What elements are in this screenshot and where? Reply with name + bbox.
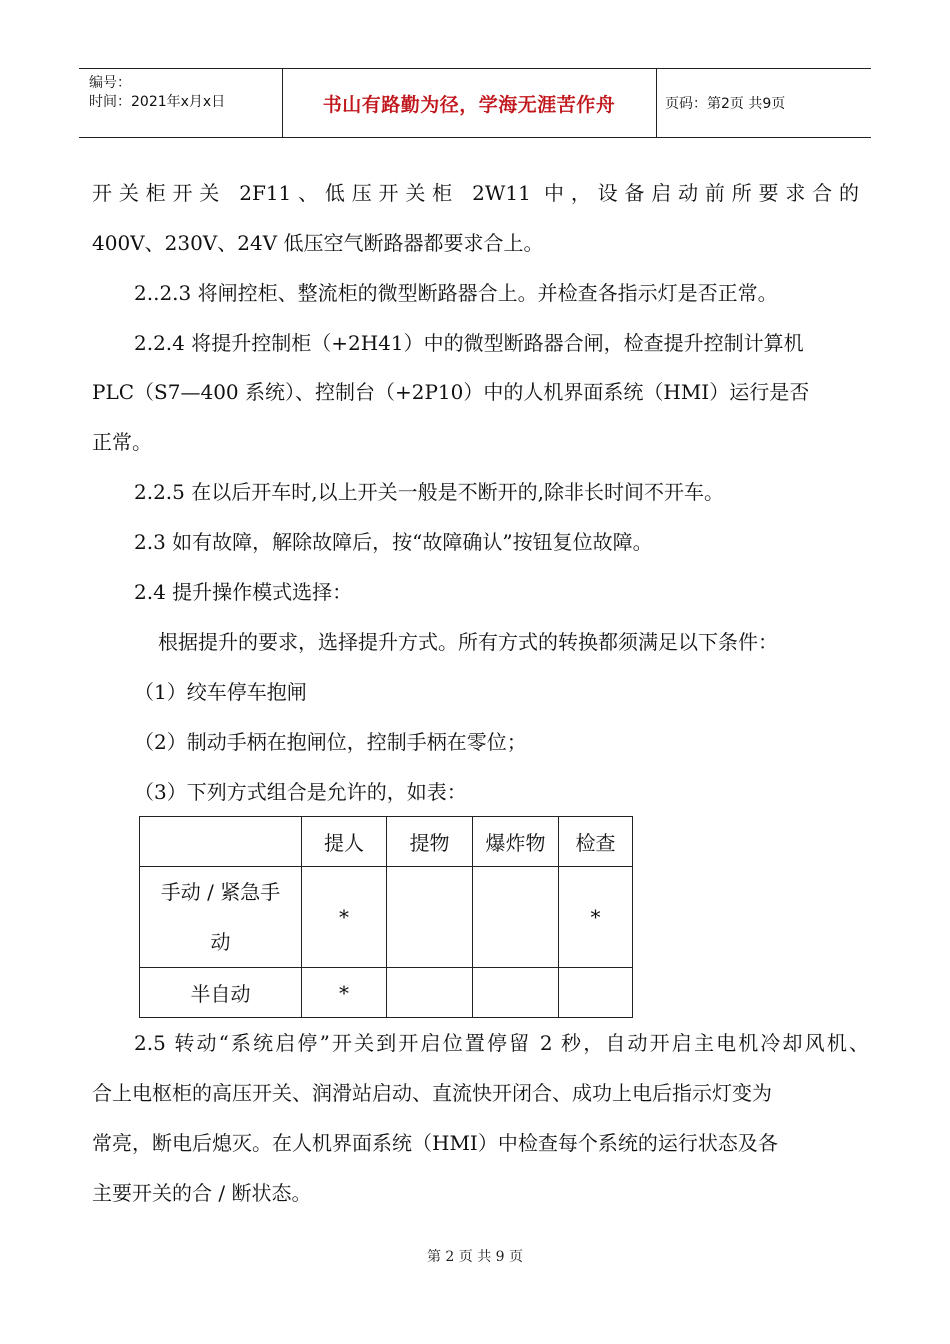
table-row-label-line: 动 bbox=[210, 930, 231, 954]
body-line-7: 2.2.5 在以后开车时,以上开关一般是不断开的,除非长时间不开车。 bbox=[134, 480, 724, 504]
body-line-17: 主要开关的合 / 断状态。 bbox=[92, 1181, 312, 1205]
document-number-label: 编号： bbox=[89, 75, 131, 91]
body-line-3: 2..2.3 将闸控柜、整流柜的微型断路器合上。并检查各指示灯是否正常。 bbox=[134, 281, 778, 305]
body-line-16: 常亮，断电后熄灭。在人机界面系统（HMI）中检查每个系统的运行状态及各 bbox=[92, 1131, 778, 1155]
table-header-cell: 爆炸物 bbox=[473, 817, 559, 867]
header-meta-cell bbox=[79, 69, 283, 137]
table-header-row bbox=[140, 817, 633, 867]
document-time-label: 时间：2021年x月x日 bbox=[89, 94, 226, 110]
page-footer: 第 2 页 共 9 页 bbox=[426, 1249, 524, 1265]
operation-mode-table bbox=[139, 816, 633, 1018]
body-line-4: 2.2.4 将提升控制柜（+2H41）中的微型断路器合闸，检查提升控制计算机 bbox=[134, 331, 804, 355]
body-line-1: 开关柜开关 2F11、低压开关柜 2W11 中，设备启动前所要求合的 bbox=[92, 181, 859, 205]
table-header-cell: 提物 bbox=[387, 817, 473, 867]
table-row-label bbox=[140, 867, 302, 968]
table-cell bbox=[559, 968, 633, 1018]
table-row-label: 半自动 bbox=[140, 968, 302, 1018]
table-header-cell bbox=[140, 817, 302, 867]
table-cell bbox=[387, 968, 473, 1018]
table-cell bbox=[473, 968, 559, 1018]
header-motto-cell bbox=[282, 69, 657, 137]
page-header bbox=[79, 68, 871, 138]
body-line-8: 2.3 如有故障，解除故障后，按“故障确认”按钮复位故障。 bbox=[134, 530, 653, 554]
table-header-cell: 检查 bbox=[559, 817, 633, 867]
body-line-12: （2）制动手柄在抱闸位，控制手柄在零位； bbox=[134, 730, 527, 754]
table-row-label-line: 手动 / 紧急手 bbox=[160, 880, 281, 904]
table-cell: * bbox=[302, 968, 387, 1018]
body-line-15: 合上电枢柜的高压开关、润滑站启动、直流快开闭合、成功上电后指示灯变为 bbox=[92, 1081, 772, 1105]
body-line-14: 2.5 转动“系统启停”开关到开启位置停留 2 秒，自动开启主电机冷却风机、 bbox=[134, 1031, 869, 1055]
header-page-info: 页码：第2页 共9页 bbox=[665, 96, 786, 112]
table-cell: * bbox=[302, 867, 387, 968]
body-line-2: 400V、230V、24V 低压空气断路器都要求合上。 bbox=[92, 231, 544, 255]
table-row bbox=[140, 968, 633, 1018]
body-line-9: 2.4 提升操作模式选择： bbox=[134, 580, 353, 604]
body-line-5: PLC（S7—400 系统）、控制台（+2P10）中的人机界面系统（HMI）运行是否 bbox=[92, 380, 810, 404]
table-row bbox=[140, 867, 633, 968]
header-page-cell bbox=[656, 69, 871, 137]
table-header-cell: 提人 bbox=[302, 817, 387, 867]
body-line-10: 根据提升的要求，选择提升方式。所有方式的转换都须满足以下条件： bbox=[158, 630, 778, 654]
header-motto: 书山有路勤为径，学海无涯苦作舟 bbox=[322, 93, 616, 116]
body-line-6: 正常。 bbox=[92, 430, 152, 454]
table-cell bbox=[473, 867, 559, 968]
body-line-11: （1）绞车停车抱闸 bbox=[134, 680, 307, 704]
table-cell bbox=[387, 867, 473, 968]
body-line-13: （3）下列方式组合是允许的，如表： bbox=[134, 780, 467, 804]
table-cell: * bbox=[559, 867, 633, 968]
